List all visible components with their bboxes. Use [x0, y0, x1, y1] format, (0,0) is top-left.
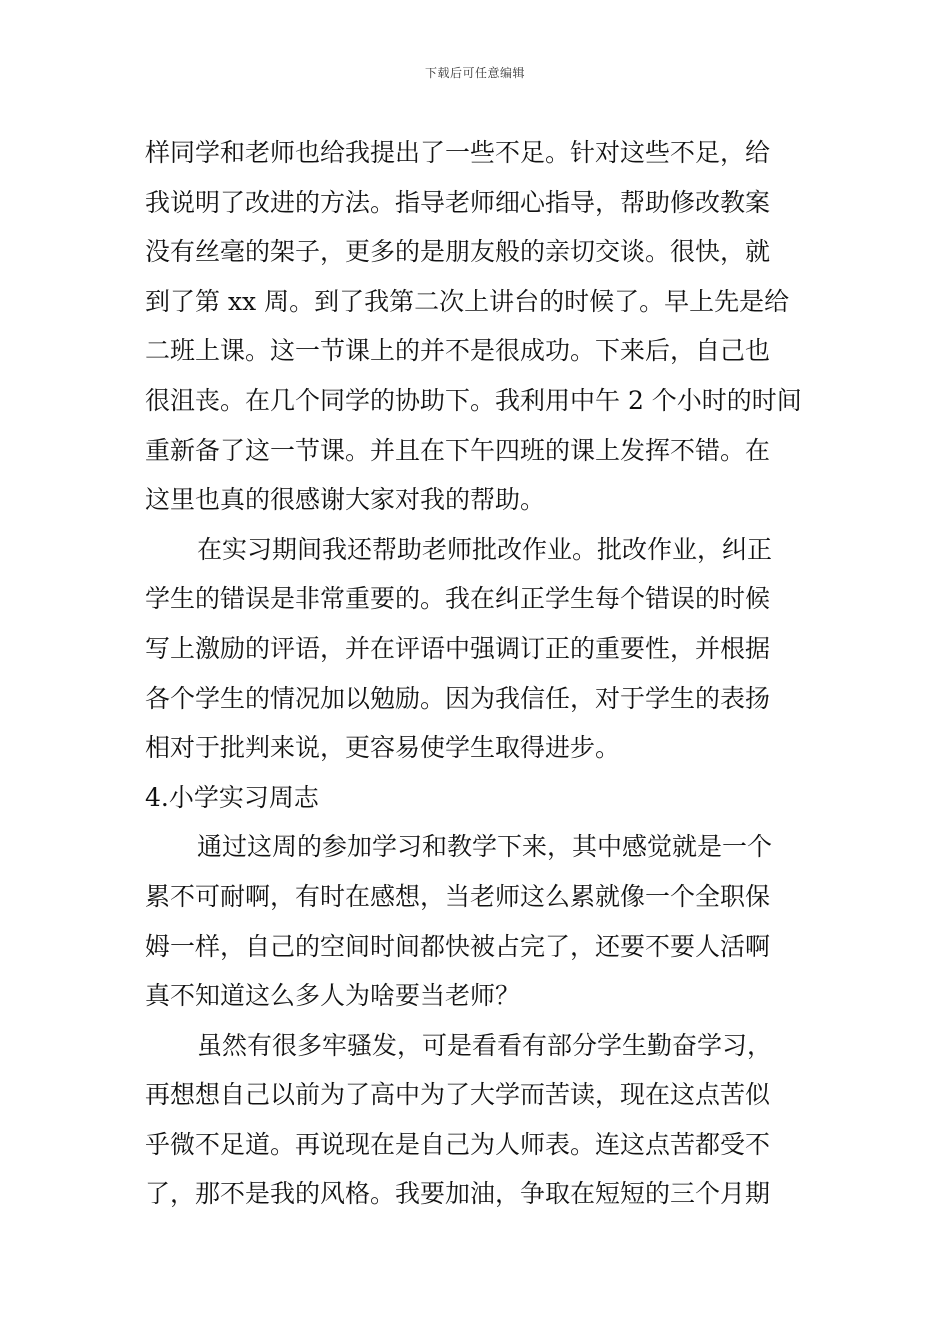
- text-line: 我说明了改进的方法。指导老师细心指导，帮助修改教案: [145, 187, 771, 217]
- paragraph-start-line: 在实习期间我还帮助老师批改作业。批改作业，纠正: [197, 534, 773, 564]
- section-heading: 4.小学实习周志: [145, 782, 319, 812]
- text-line: 二班上课。这一节课上的并不是很成功。下来后，自己也: [145, 336, 771, 366]
- text-line: 到了第 xx 周。到了我第二次上讲台的时候了。早上先是给: [145, 286, 790, 316]
- paragraph-start-line: 通过这周的参加学习和教学下来，其中感觉就是一个: [197, 832, 773, 862]
- text-line: 重新备了这一节课。并且在下午四班的课上发挥不错。在: [145, 435, 771, 465]
- text-line: 样同学和老师也给我提出了一些不足。针对这些不足，给: [145, 138, 771, 167]
- text-line: 写上激励的评语，并在评语中强调订正的重要性，并根据: [145, 633, 771, 663]
- text-line: 学生的错误是非常重要的。我在纠正学生每个错误的时候: [145, 584, 771, 614]
- text-line: 累不可耐啊，有时在感想，当老师这么累就像一个全职保: [145, 881, 771, 911]
- text-line: 这里也真的很感谢大家对我的帮助。: [145, 485, 546, 515]
- text-line: 乎微不足道。再说现在是自己为人师表。连这点苦都受不: [145, 1129, 771, 1159]
- page-header: 下载后可任意编辑: [424, 66, 525, 80]
- text-line: 没有丝毫的架子，更多的是朋友般的亲切交谈。很快，就: [145, 237, 771, 267]
- text-line: 了，那不是我的风格。我要加油，争取在短短的三个月期: [145, 1179, 771, 1209]
- document-body: [145, 128, 807, 1219]
- text-line: 姆一样，自己的空间时间都快被占完了，还要不要人活啊: [145, 931, 771, 961]
- paragraph-start-line: 虽然有很多牢骚发，可是看看有部分学生勤奋学习，: [197, 1030, 773, 1060]
- text-line: 相对于批判来说，更容易使学生取得进步。: [145, 733, 621, 763]
- text-line: 真不知道这么多人为啥要当老师？: [145, 981, 521, 1011]
- text-line: 各个学生的情况加以勉励。因为我信任，对于学生的表扬: [145, 683, 771, 713]
- text-line: 很沮丧。在几个同学的协助下。我利用中午 2 个小时的时间: [145, 385, 802, 415]
- text-line: 再想想自己以前为了高中为了大学而苦读，现在这点苦似: [145, 1080, 771, 1110]
